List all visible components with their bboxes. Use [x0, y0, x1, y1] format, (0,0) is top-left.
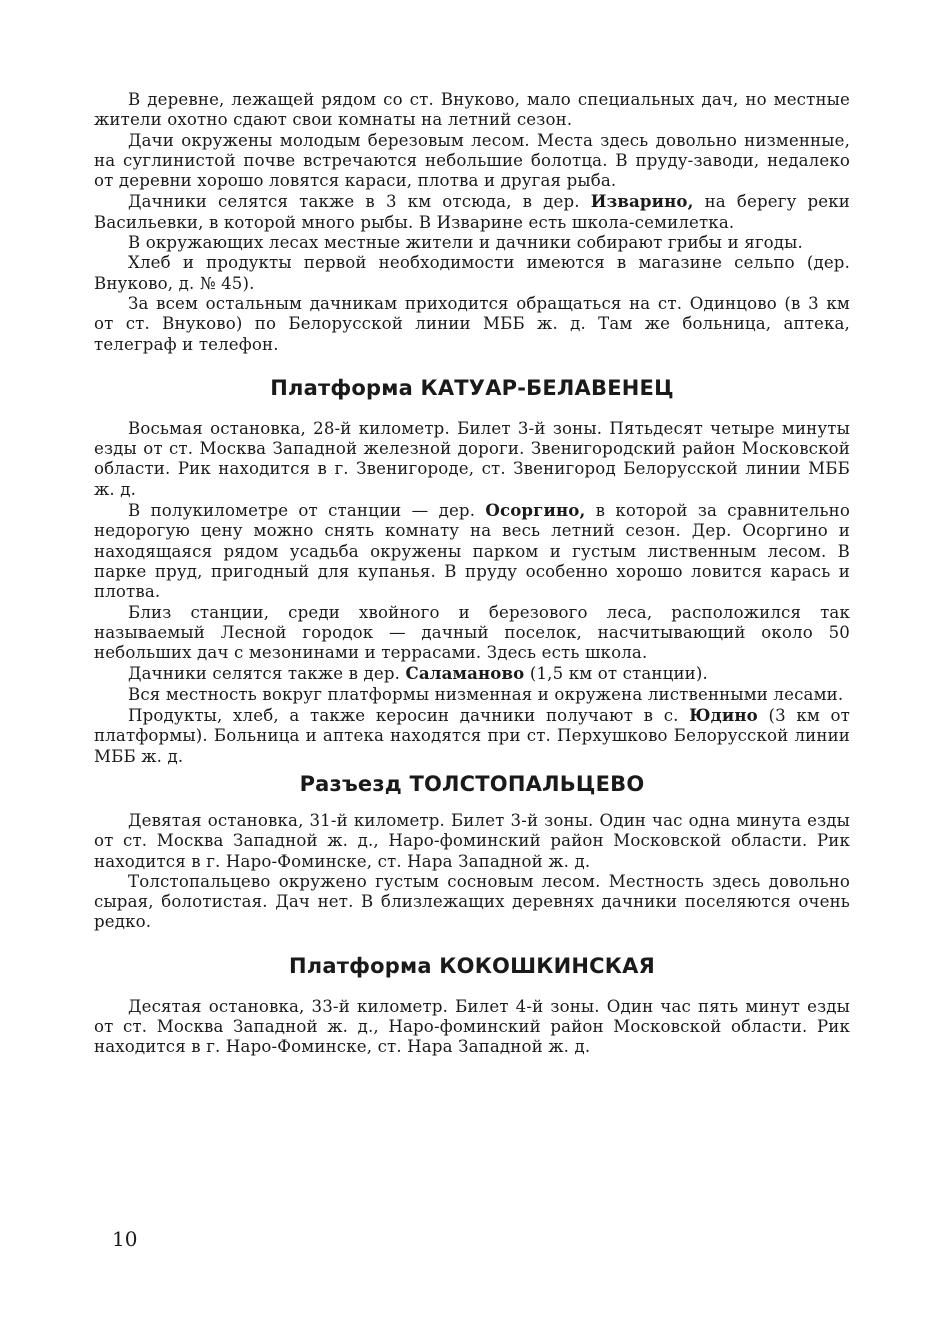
paragraph: Близ станции, среди хвойного и березового леса, расположился так называемый Лесной городок — дачный поселок, насчитывающий около 50 небольших дач с мезонинами и террасами. Здесь есть школа.	[94, 602, 850, 663]
section-tolstopaltsevo	[94, 771, 850, 933]
section-vnukovo	[94, 90, 850, 355]
section-heading: Платформа КОКОШКИНСКАЯ	[289, 953, 655, 978]
place-name-bold: Изварино,	[590, 191, 694, 212]
section-kokoshkinskaya	[94, 953, 850, 1058]
paragraph: Дачники селятся также в дер. Саламаново (1,5 км от станции).	[128, 663, 708, 684]
paragraph: Десятая остановка, 33-й километр. Билет 4-й зоны. Один час пять минут езды от ст. Москва Западной ж. д., Наро-фоминский район Московской области. Рик находится в г. Наро-Фоминске, ст. Нара Западной ж. д.	[94, 996, 850, 1057]
paragraph: За всем остальным дачникам приходится обращаться на ст. Одинцово (в 3 км от ст. Внуково) по Белорусской линии МББ ж. д. Там же больница, аптека, телеграф и телефон.	[94, 293, 850, 354]
paragraph: Толстопальцево окружено густым сосновым лесом. Местность здесь довольно сырая, болотистая. Дач нет. В близлежащих деревнях дачники поселяются очень редко.	[94, 871, 850, 932]
place-name-bold: Юдино	[689, 705, 758, 726]
paragraph: Дачники селятся также в 3 км отсюда, в дер. Изварино, на берегу реки Васильевки, в которой много рыбы. В Изварине есть школа-семилетка.	[94, 191, 850, 232]
paragraph: Дачи окружены молодым березовым лесом. Места здесь довольно низменные, на суглинистой почве встречаются небольшие болотца. В пруду-заводи, недалеко от деревни хорошо ловятся караси, плотва и другая рыба.	[94, 130, 850, 191]
page-number: 10	[112, 1227, 138, 1251]
section-heading: Разъезд ТОЛСТОПАЛЬЦЕВО	[299, 771, 645, 796]
paragraph: Продукты, хлеб, а также керосин дачники получают в с. Юдино (3 км от платформы). Больница и аптека находятся при ст. Перхушково Белорусской линии МББ ж. д.	[94, 705, 851, 766]
paragraph: Вся местность вокруг платформы низменная и окружена лиственными лесами.	[128, 684, 844, 704]
paragraph: Хлеб и продукты первой необходимости имеются в магазине сельпо (дер. Внуково, д. № 45).	[94, 253, 850, 293]
paragraph: В деревне, лежащей рядом со ст. Внуково, мало специальных дач, но местные жители охотно сдают свои комнаты на летний сезон.	[94, 90, 850, 130]
paragraph: Восьмая остановка, 28-й километр. Билет 3-й зоны. Пятьдесят четыре минуты езды от ст. Москва Западной железной дороги. Звенигородский район Московской области. Рик находится в г. Звенигороде, ст. Звенигород Белорусской линии МББ ж. д.	[94, 418, 850, 499]
paragraph: В полукилометре от станции — дер. Осоргино, в которой за сравнительно недорогую цену можно снять комнату на весь летний сезон. Дер. Осоргино и находящаяся рядом усадьба окружены парком и густым лиственным лесом. В парке пруд, пригодный для купанья. В пруду особенно хорошо ловится карась и плотва.	[94, 500, 850, 602]
section-katuar-belavenets	[94, 375, 850, 767]
paragraph: В окружающих лесах местные жители и дачники собирают грибы и ягоды.	[128, 233, 803, 253]
place-name-bold: Саламаново	[405, 663, 525, 684]
paragraph: Девятая остановка, 31-й километр. Билет 3-й зоны. Один час одна минута езды от ст. Москва Западной ж. д., Наро-фоминский район Московской области. Рик находится в г. Наро-Фоминске, ст. Нара Западной ж. д.	[94, 810, 850, 871]
place-name-bold: Осоргино,	[485, 500, 586, 521]
section-heading: Платформа КАТУАР-БЕЛАВЕНЕЦ	[270, 375, 674, 400]
